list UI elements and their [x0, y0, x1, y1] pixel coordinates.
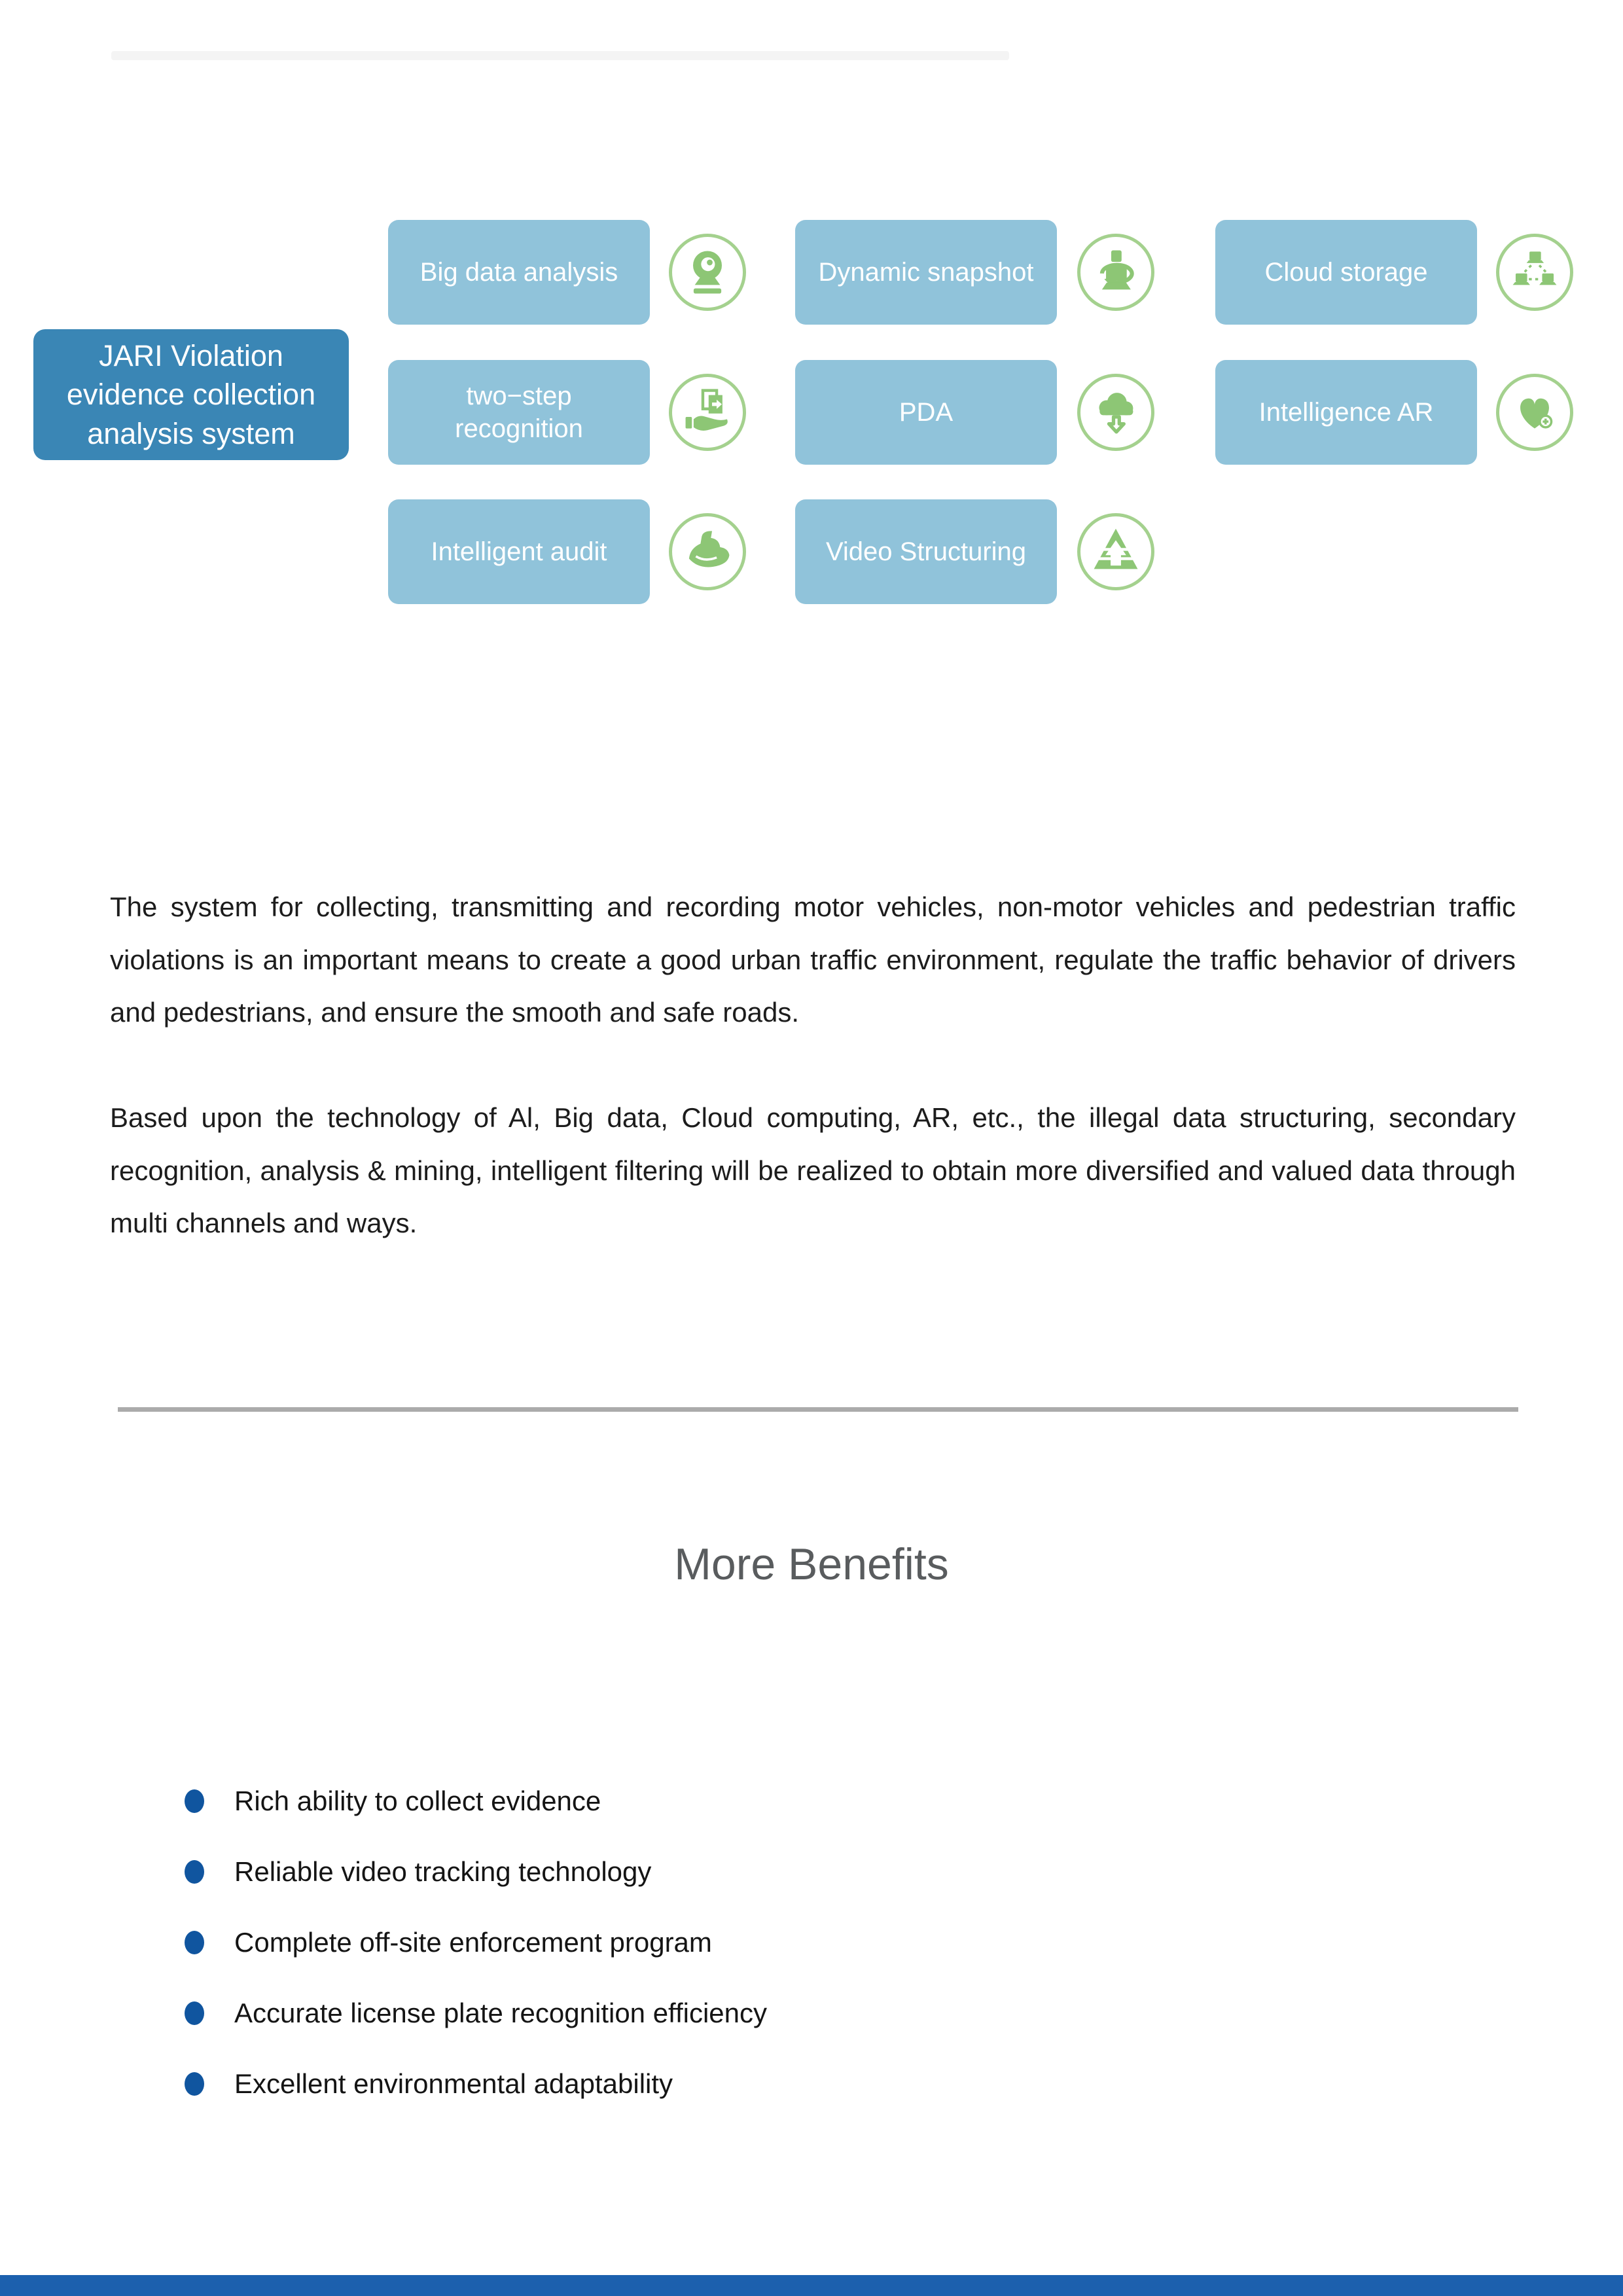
diagram-node-two-step-recognition: [388, 360, 650, 465]
hand-document-icon: [669, 374, 746, 451]
diagram-root-label: JARI Violation evidence collection analysis system: [66, 338, 316, 450]
diagram-node-intelligent-audit: [388, 499, 650, 604]
webcam-icon: [669, 234, 746, 311]
structured-triangle-icon: [1077, 513, 1154, 590]
node-label: Intelligence AR: [1258, 398, 1434, 427]
benefit-list: [185, 1766, 1232, 2119]
network-computers-icon: [1496, 234, 1573, 311]
diagram-node-cloud-storage: [1215, 220, 1477, 325]
footer-bar: [0, 2275, 1623, 2296]
body-text: [110, 881, 1516, 1302]
node-label: two−step recognition: [455, 382, 583, 443]
node-label: Video Structuring: [825, 537, 1027, 566]
bullet-icon: [185, 1860, 204, 1884]
cloud-download-icon: [1077, 374, 1154, 451]
faint-header-text: [111, 51, 1009, 60]
bullet-icon: [185, 1931, 204, 1954]
diagram-node-dynamic-snapshot: [795, 220, 1057, 325]
list-item: [185, 1766, 1232, 1837]
node-label: Cloud storage: [1264, 258, 1428, 287]
muscle-arm-icon: [669, 513, 746, 590]
benefit-label: Rich ability to collect evidence: [234, 1785, 601, 1816]
monitor-sync-icon: [1077, 234, 1154, 311]
bullet-icon: [185, 2001, 204, 2025]
node-label: PDA: [899, 398, 954, 427]
list-item: [185, 2049, 1232, 2119]
diagram-root-box: [33, 329, 349, 460]
benefits-heading: More Benefits: [674, 1539, 949, 1590]
section-divider: [118, 1407, 1518, 1412]
paragraph-2: Based upon the technology of Al, Big data, Cloud computing, AR, etc., the illegal data structuring, secondary recognition, analysis & mining, intelligent filtering will be realized to obtain more diversified and valued data through multi channels and ways.: [110, 1102, 1516, 1239]
diagram-node-pda: [795, 360, 1057, 465]
benefit-label: Reliable video tracking technology: [234, 1856, 652, 1887]
node-label: Intelligent audit: [431, 537, 607, 566]
benefit-label: Accurate license plate recognition efficiency: [234, 1998, 768, 2028]
benefit-label: Complete off-site enforcement program: [234, 1927, 712, 1958]
paragraph-1: The system for collecting, transmitting and recording motor vehicles, non-motor vehicles and pedestrian traffic violations is an important means to create a good urban traffic environment, regulate the traffic behavior of drivers and pedestrians, and ensure the smooth and safe roads.: [110, 891, 1516, 1028]
list-item: [185, 1907, 1232, 1978]
diagram-node-video-structuring: [795, 499, 1057, 604]
heart-plus-icon: [1496, 374, 1573, 451]
diagram-node-intelligence-ar: [1215, 360, 1477, 465]
list-item: [185, 1978, 1232, 2049]
node-label: Dynamic snapshot: [818, 258, 1034, 287]
list-item: [185, 1837, 1232, 1907]
benefit-label: Excellent environmental adaptability: [234, 2068, 673, 2099]
bullet-icon: [185, 1789, 204, 1813]
diagram-node-big-data-analysis: [388, 220, 650, 325]
node-label: Big data analysis: [419, 258, 618, 287]
bullet-icon: [185, 2072, 204, 2096]
